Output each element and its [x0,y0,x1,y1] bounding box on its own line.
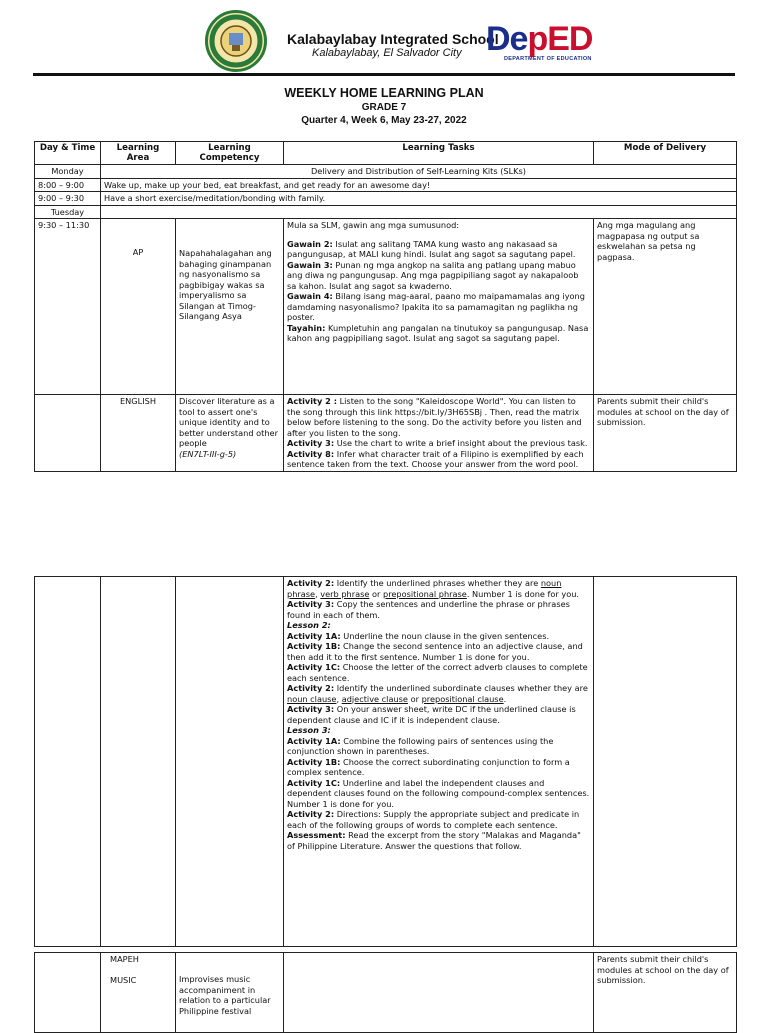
mode-cell: Ang mga magulang ang magpapasa ng output sa eskwelahan sa petsa ng pagpasa. [594,219,737,395]
empty-cell [35,577,101,947]
school-location: Kalabaylabay, El Salvador City [312,47,462,59]
competency-cell [176,395,284,472]
header-divider [33,73,735,76]
day-cell: Tuesday [35,205,101,219]
plan-titles [0,86,768,127]
tasks-cell [284,953,594,1033]
competency-text: Napahahalagahan ang bahaging ginampanan ng nasyonalismo sa pagbibigay wakas sa imperyalismo sa Silangan at Timog-Silangang Asya [179,248,272,321]
task-item: Activity 1C: Choose the letter of the correct adverb clauses to complete each sentence. [287,662,588,683]
area-label: MAPEH [110,954,139,964]
empty-cell [176,577,284,947]
table-row [35,205,737,219]
task-item: Activity 2: Identify the underlined subordinate clauses whether they are noun clause, adjective clause or prepositional clause. [287,683,588,704]
task-item: Gawain 3: Punan ng mga angkop na salita ang patlang upang mabuo ang diwa ng pangungusap. Ang mga pagpipiliang sagot ay nakapaloob sa kahon. Isulat ang sagot sa kwaderno. [287,259,579,291]
empty-cell [594,577,737,947]
col-learning-area: Learning Area [101,142,176,165]
empty-cell [35,395,101,472]
task-item: Activity 2 : Listen to the song "Kaleidoscope World". You can listen to the song through this link https://bit.ly/3H65SBj . Then, read the matrix below before listening to the song. Do the activity before you listen and after you listen to the song. [287,396,582,438]
task-cell: Delivery and Distribution of Self-Learning Kits (SLKs) [101,165,737,179]
task-item: Activity 3: Copy the sentences and underline the phrase or phrases found in each of them. [287,599,570,620]
mode-cell: Parents submit their child's modules at school on the day of submission. [594,395,737,472]
task-intro: Mula sa SLM, gawin ang mga sumusunod: [287,220,460,230]
task-item: Gawain 2: Isulat ang salitang TAMA kung wasto ang nakasaad sa pangungusap, at MALI kung hindi. Isulat ang sagot sa sagutang papel. [287,238,576,259]
time-cell: 8:00 – 9:00 [35,178,101,192]
time-cell: 9:30 – 11:30 [35,219,101,395]
task-item: Activity 1B: Choose the correct subordinating conjunction to form a complex sentence. [287,756,570,777]
tasks-cell [284,577,594,947]
mode-cell: Parents submit their child's modules at school on the day of submission. [594,953,737,1033]
task-cell: Wake up, make up your bed, eat breakfast, and get ready for an awesome day! [101,178,737,192]
task-cell: Have a short exercise/meditation/bonding with family. [101,192,737,206]
deped-subtitle: DEPARTMENT OF EDUCATION [504,56,592,62]
col-learning-tasks: Learning Tasks [284,142,594,165]
table-row [35,192,737,206]
learning-plan-table-mapeh [34,952,737,1033]
table-row [35,219,737,395]
task-item: Activity 3: On your answer sheet, write DC if the underlined clause is dependent clause and IC if it is independent clause. [287,704,576,725]
empty-cell [35,953,101,1033]
lesson-heading: Lesson 2: [287,620,331,630]
competency-text: Improvises music accompaniment in relation to a particular Philippine festival [179,974,271,1016]
deped-wordmark: DepED [486,20,593,58]
area-cell [101,953,176,1033]
task-item: Activity 1B: Change the second sentence into an adjective clause, and then add it to the first sentence. Number 1 is done for you. [287,641,583,662]
table-row [35,178,737,192]
day-cell: Monday [35,165,101,179]
empty-cell [101,205,737,219]
learning-plan-table [34,141,737,472]
task-item: Gawain 4: Bilang isang mag-aaral, paano mo maipamamalas ang iyong damdaming nasyonalismo? Ipakita ito sa pamamagitan ng paglikha ng poster. [287,291,585,322]
tasks-cell [284,395,594,472]
task-item: Tayahin: Kumpletuhin ang pangalan na tinutukoy sa pangungusap. Nasa kahon ang pagpipiliang sagot. Isulat ang sagot sa sagutang papel. [287,322,589,343]
task-item: Assessment: Read the excerpt from the story "Malakas and Maganda" of Philippine Literature. Answer the questions that follow. [287,830,581,851]
table-header-row [35,142,737,165]
sub-area-label: MUSIC [110,974,137,985]
table-row [35,165,737,179]
col-learning-competency: Learning Competency [176,142,284,165]
school-seal-logo [205,10,267,72]
tasks-cell [284,219,594,395]
empty-cell [101,577,176,947]
area-cell [101,219,176,395]
col-mode-of-delivery: Mode of Delivery [594,142,737,165]
task-item: Activity 2: Directions: Supply the appropriate subject and predicate in each of the following groups of words to complete each sentence. [287,809,580,830]
task-item: Activity 1A: Underline the noun clause in the given sentences. [287,630,550,641]
area-cell: ENGLISH [101,395,176,472]
competency-cell [176,219,284,395]
col-day-time: Day & Time [35,142,101,165]
table-row [35,577,737,947]
competency-code: (EN7LT-III-g-5) [179,448,237,459]
task-item: Activity 8: Infer what character trait of a Filipino is exemplified by each sentence taken from the text. Choose your answer from the word pool. [287,448,584,469]
learning-plan-table-continued [34,576,737,947]
plan-title: WEEKLY HOME LEARNING PLAN [284,86,484,100]
task-item: Activity 1C: Underline and label the independent clauses and dependent clauses found on the following compound-complex sentences. Number 1 is done for you. [287,777,590,809]
time-cell: 9:00 – 9:30 [35,192,101,206]
letterhead [0,0,768,76]
competency-text: Discover literature as a tool to assert one's unique identity and to better understand other people [179,396,278,448]
task-item: Activity 3: Use the chart to write a brief insight about the previous task. [287,438,588,448]
competency-cell [176,953,284,1033]
table-row [35,395,737,472]
quarter-label: Quarter 4, Week 6, May 23-27, 2022 [301,115,467,126]
grade-label: GRADE 7 [361,102,407,113]
task-item: Activity 2: Identify the underlined phrases whether they are noun phrase, verb phrase or prepositional phrase. Number 1 is done for you. [287,578,580,599]
area-label: AP [132,247,144,257]
deped-logo [486,12,601,62]
table-row [35,953,737,1033]
lesson-heading: Lesson 3: [287,725,331,735]
school-name: Kalabaylabay Integrated School [287,31,499,47]
task-item: Activity 1A: Combine the following pairs of sentences using the conjunction shown in parentheses. [287,735,554,756]
seal-ring-icon [208,13,264,69]
